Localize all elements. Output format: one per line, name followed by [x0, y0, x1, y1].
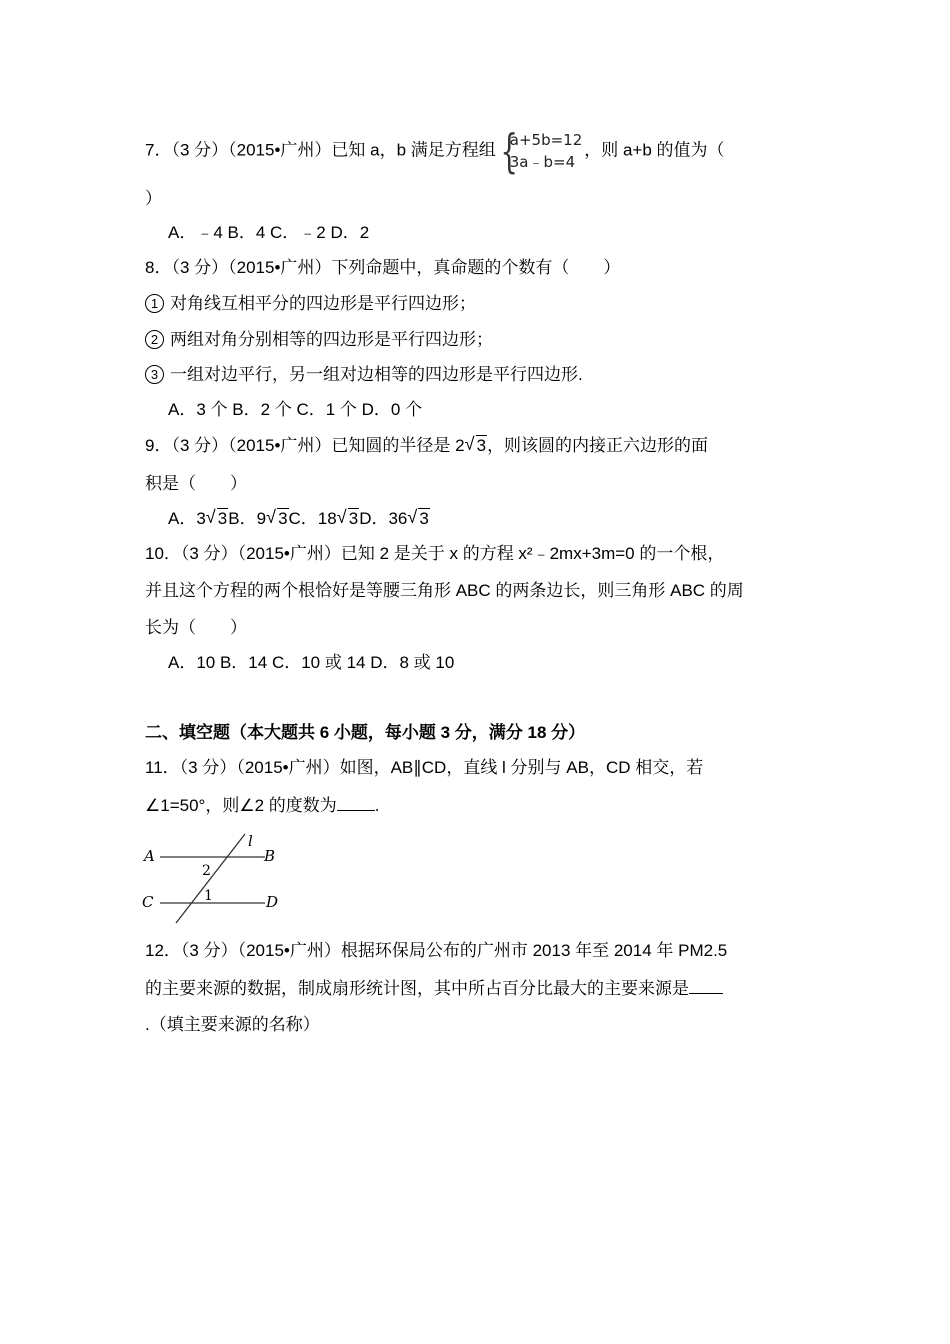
sqrt-symbol: √ 3	[337, 508, 359, 530]
circled-number: 3	[145, 365, 164, 384]
parallel-lines-figure	[138, 830, 288, 930]
q7-stem: 7．（3 分）（2015•广州）已知 a，b 满足方程组 { a+5b=12 3a﹣b=4 ，则 a+b 的值为（	[145, 124, 725, 178]
sqrt-symbol: √ 3	[266, 508, 288, 530]
q12-line1: 12．（3 分）（2015•广州）根据环保局公布的广州市 2013 年至 2014 年 PM2.5	[145, 941, 728, 960]
q8-item-1: 1 对角线互相平分的四边形是平行四边形；	[145, 293, 476, 315]
label-d: D	[266, 893, 279, 911]
q10-line3: 长为（ ）	[145, 618, 247, 637]
q7-line2: ）	[145, 189, 162, 208]
answer-blank	[689, 977, 723, 994]
label-angle-2: 2	[202, 863, 211, 879]
label-b: B	[264, 847, 276, 865]
label-c: C	[142, 893, 154, 911]
label-a: A	[144, 847, 155, 865]
label-l: l	[248, 832, 253, 850]
sqrt-symbol: √ 3	[407, 508, 429, 530]
section-heading: 二、填空题（本大题共 6 小题，每小题 3 分，满分 18 分）	[145, 723, 586, 742]
circled-number: 1	[145, 294, 164, 313]
q11-line1: 11．（3 分）（2015•广州）如图，AB∥CD，直线 l 分别与 AB，CD 相交，若	[145, 758, 704, 777]
q9-stem: 9．（3 分）（2015•广州）已知圆的半径是 2√ 3，则该圆的内接正六边形的面	[145, 435, 708, 457]
q10-line1: 10．（3 分）（2015•广州）已知 2 是关于 x 的方程 x²﹣2mx+3m=0 的一个根，	[145, 544, 725, 563]
q10-options: A．10 B．14 C．10 或 14 D．8 或 10	[168, 653, 455, 672]
brace-symbol: {	[500, 124, 518, 178]
sqrt-symbol: √ 3	[206, 508, 228, 530]
q8-item-2: 2 两组对角分别相等的四边形是平行四边形；	[145, 329, 493, 351]
q8-options: A．3 个 B．2 个 C．1 个 D．0 个	[168, 400, 423, 419]
answer-blank	[337, 794, 375, 811]
q7-options: A．﹣4 B．4 C．﹣2 D．2	[168, 223, 370, 242]
circled-number: 2	[145, 330, 164, 349]
q8-stem: 8．（3 分）（2015•广州）下列命题中，真命题的个数有（ ）	[145, 258, 621, 277]
q9-options: A．3√ 3B．9√ 3C．18√ 3D．36√ 3	[168, 508, 430, 530]
q11-line2: ∠1=50°，则∠2 的度数为 .	[145, 796, 380, 815]
q12-line2: 的主要来源的数据，制成扇形统计图，其中所占百分比最大的主要来源是	[145, 977, 723, 1000]
q12-line3: .（填主要来源的名称）	[145, 1015, 320, 1034]
q8-item-3: 3 一组对边平行，另一组对边相等的四边形是平行四边形.	[145, 364, 583, 386]
q10-line2: 并且这个方程的两个根恰好是等腰三角形 ABC 的两条边长，则三角形 ABC 的周	[145, 581, 744, 600]
q7-equation-1: a+5b=12	[509, 131, 583, 149]
label-angle-1: 1	[204, 888, 213, 904]
q7-equation-system	[498, 124, 583, 178]
sqrt-symbol: √ 3	[465, 435, 487, 457]
q9-line2: 积是（ ）	[145, 474, 247, 493]
q7-equation-2: 3a﹣b=4	[509, 153, 576, 171]
